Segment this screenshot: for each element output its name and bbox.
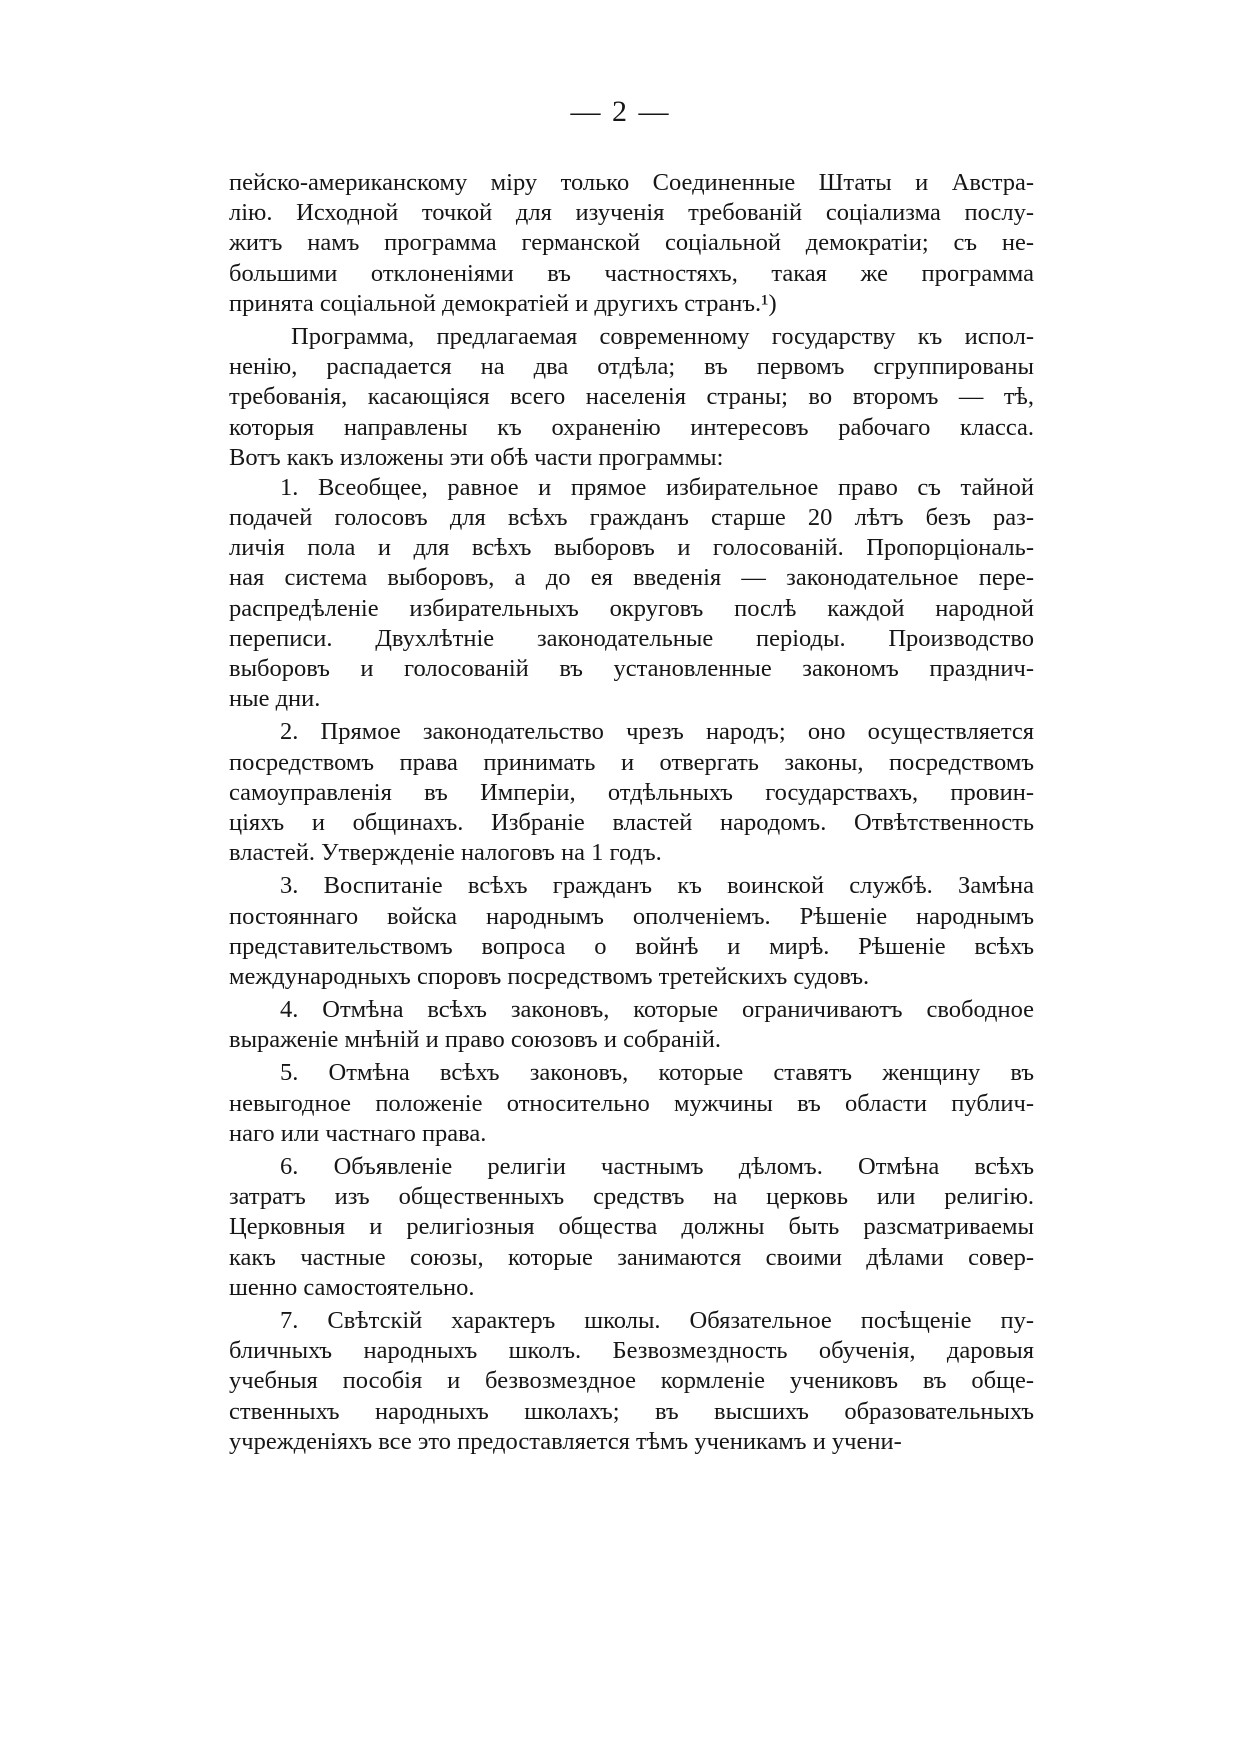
- numbered-paragraph: [229, 995, 1034, 1055]
- text-line: принята соцiальной демократiей и другихъ странъ.¹): [229, 289, 777, 317]
- text-line: ненiю, распадается на два отдѣла; въ первомъ сгруппированы: [229, 353, 1034, 381]
- text-line: выраженiе мнѣнiй и право союзовъ и собранiй.: [229, 1026, 721, 1054]
- numbered-paragraph: [229, 871, 1034, 992]
- text-line: постояннаго войска народнымъ ополченiемъ. Рѣшенiе народнымъ: [229, 902, 1034, 930]
- text-line: властей. Утвержденiе налоговъ на 1 годъ.: [229, 839, 662, 867]
- text-line: ная система выборовъ, а до ея введенiя — законодательное пере-: [229, 564, 1034, 592]
- text-line: бличныхъ народныхъ школъ. Безвозмездность обученiя, даровыя: [229, 1337, 1034, 1365]
- text-line: 1. Всеобщее, равное и прямое избирательное право съ тайной: [280, 473, 1034, 501]
- text-line: международныхъ споровъ посредствомъ третейскихъ судовъ.: [229, 962, 870, 990]
- text-line: большими отклоненiями въ частностяхъ, такая же программа: [229, 259, 1034, 287]
- text-line: подачей голосовъ для всѣхъ гражданъ старше 20 лѣтъ безъ раз-: [229, 504, 1034, 532]
- numbered-paragraph: [229, 1306, 1034, 1457]
- text-line: личiя пола и для всѣхъ выборовъ и голосованiй. Пропорцiональ-: [229, 534, 1034, 562]
- text-line: ные дни.: [229, 685, 321, 713]
- text-line: выборовъ и голосованiй въ установленные закономъ празднич-: [229, 655, 1034, 682]
- page-number: — 2 —: [570, 95, 671, 128]
- text-line: ственныхъ народныхъ школахъ; въ высшихъ образовательныхъ: [229, 1397, 1034, 1425]
- text-line: затратъ изъ общественныхъ средствъ на церковь или религiю.: [229, 1183, 1034, 1211]
- text-line: распредѣленiе избирательныхъ округовъ послѣ каждой народной: [229, 594, 1034, 622]
- numbered-paragraph: [229, 1058, 1034, 1149]
- text-line: требованiя, касающiяся всего населенiя страны; во второмъ — тѣ,: [229, 383, 1034, 411]
- text-line: пейско-американскому мiру только Соединенные Штаты и Австра-: [229, 169, 1034, 196]
- body-text: [229, 168, 1034, 1457]
- text-line: шенно самостоятельно.: [229, 1273, 475, 1301]
- paragraph: [229, 168, 1034, 319]
- text-line: 3. Воспитанiе всѣхъ гражданъ къ воинской службѣ. Замѣна: [280, 872, 1034, 900]
- text-line: цiяхъ и общинахъ. Избранiе властей народомъ. Отвѣтственность: [229, 808, 1034, 836]
- text-line: учрежденiяхъ все это предоставляется тѣмъ ученикамъ и учени-: [229, 1427, 902, 1455]
- text-line: посредствомъ права принимать и отвергать законы, посредствомъ: [229, 748, 1034, 776]
- text-line: невыгодное положенiе относительно мужчины въ области публич-: [229, 1089, 1034, 1117]
- text-line: лiю. Исходной точкой для изученiя требованiй соцiализма послу-: [229, 199, 1034, 227]
- text-line: какъ частные союзы, которые занимаются своими дѣлами совер-: [229, 1243, 1034, 1271]
- numbered-paragraph: [229, 717, 1034, 868]
- text-line: Вотъ какъ изложены эти обѣ части программы:: [229, 443, 724, 471]
- paragraph: [229, 322, 1034, 473]
- text-line: переписи. Двухлѣтнiе законодательные перiоды. Производство: [229, 624, 1034, 652]
- text-line: 5. Отмѣна всѣхъ законовъ, которые ставятъ женщину въ: [280, 1059, 1034, 1087]
- text-line: 6. Объявленiе религiи частнымъ дѣломъ. Отмѣна всѣхъ: [280, 1153, 1034, 1180]
- text-line: 2. Прямое законодательство чрезъ народъ; оно осуществляется: [280, 718, 1034, 746]
- text-line: учебныя пособiя и безвозмездное кормленiе учениковъ въ обще-: [229, 1367, 1034, 1395]
- numbered-paragraph: [229, 1152, 1034, 1303]
- text-line: Церковныя и религiозныя общества должны быть разсматриваемы: [229, 1213, 1034, 1241]
- text-line: которыя направлены къ охраненiю интересовъ рабочаго класса.: [229, 413, 1034, 441]
- numbered-paragraph: [229, 473, 1034, 715]
- text-line: 4. Отмѣна всѣхъ законовъ, которые ограничиваютъ свободное: [280, 996, 1034, 1024]
- text-line: 7. Свѣтскiй характеръ школы. Обязательное посѣщенiе пу-: [280, 1306, 1034, 1334]
- text-line: представительствомъ вопроса о войнѣ и мирѣ. Рѣшенiе всѣхъ: [229, 932, 1034, 960]
- text-line: Программа, предлагаемая современному государству къ испол-: [291, 322, 1034, 350]
- text-line: наго или частнаго права.: [229, 1119, 487, 1147]
- text-line: самоуправленiя въ Имперiи, отдѣльныхъ государствахъ, провин-: [229, 778, 1034, 806]
- text-line: житъ намъ программа германской соцiальной демократiи; съ не-: [229, 229, 1034, 257]
